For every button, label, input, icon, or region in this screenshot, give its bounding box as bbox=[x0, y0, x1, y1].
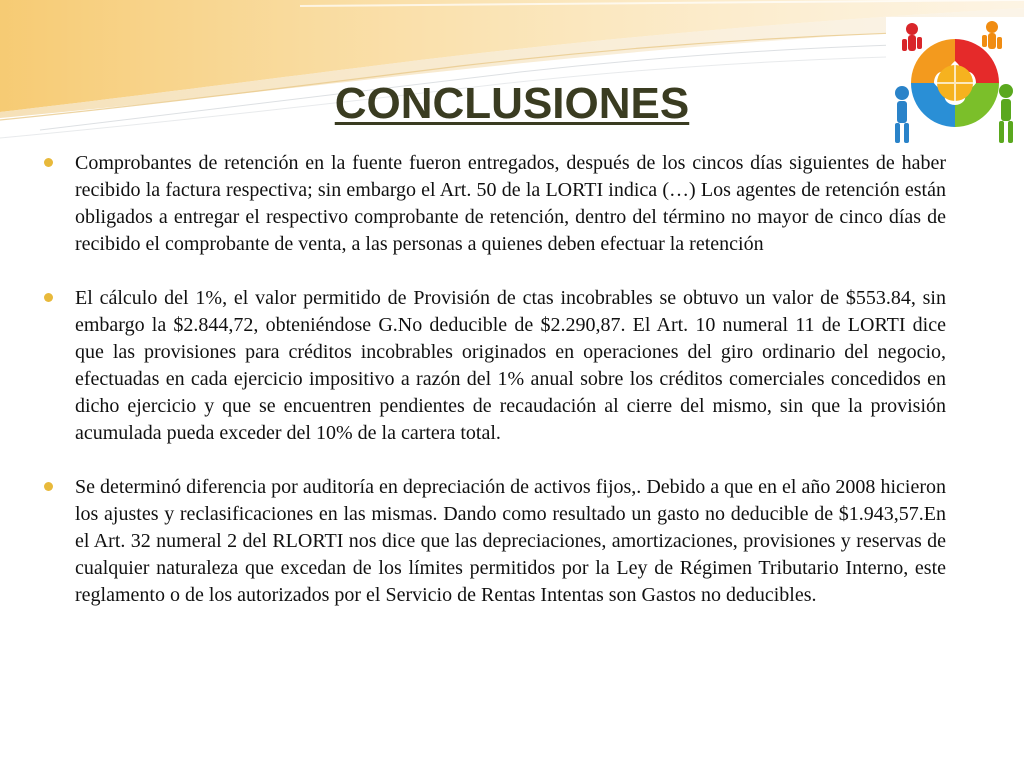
conclusions-list bbox=[44, 150, 946, 609]
figure-orange bbox=[982, 21, 1002, 49]
bullet-text: Se determinó diferencia por auditoría en depreciación de activos fijos,. Debido a que en el año 2008 hicieron los ajustes y reclasificaciones en las mismas. Dando como resultado un gasto no deducible de $1.943,57.En el Art. 32 numeral 2 del RLORTI nos dice que las depreciaciones, amortizaciones, provisiones y reservas de cualquier naturaleza que excedan de los límites permitidos por la Ley de Régimen Tributario Interno, este reglamento o de los autorizados por el Servicio de Rentas Intentas son Gastos no deducibles. bbox=[75, 476, 946, 606]
figure-green bbox=[999, 84, 1013, 143]
puzzle-people-icon bbox=[886, 17, 1024, 150]
page-title-text: CONCLUSIONES bbox=[334, 79, 690, 128]
list-item bbox=[44, 150, 946, 258]
bullet-text: Comprobantes de retención en la fuente fueron entregados, después de los cincos días siguientes de haber recibido la factura respectiva; sin embargo el Art. 50 de la LORTI indica (…) Los agentes de retención están obligados a entregar el respectivo comprobante de retención, dentro del término no mayor de cinco días de recibido el comprobante de venta, a las personas a quienes deben efectuar la retención bbox=[75, 152, 946, 255]
puzzle-illustration bbox=[886, 17, 1024, 150]
page-title bbox=[0, 74, 1024, 134]
figure-red bbox=[902, 23, 922, 51]
bullet-icon bbox=[44, 482, 53, 491]
bullet-icon bbox=[44, 293, 53, 302]
bullet-text: El cálculo del 1%, el valor permitido de Provisión de ctas incobrables se obtuvo un valor de $553.84, sin embargo la $2.844,72, obteniéndose G.No deducible de $2.290,87. El Art. 10 numeral 11 de LORTI dice que las provisiones para créditos incobrables originados en operaciones del giro ordinario del negocio, efectuadas en cada ejercicio impositivo a razón del 1% anual sobre los créditos comerciales concedidos en dicho ejercicio y que se encuentren pendientes de recaudación al cierre del mismo, sin que la provisión acumulada pueda exceder del 10% de la cartera total. bbox=[75, 287, 946, 444]
figure-blue bbox=[895, 86, 909, 143]
bullet-icon bbox=[44, 158, 53, 167]
list-item bbox=[44, 474, 946, 609]
list-item bbox=[44, 285, 946, 447]
